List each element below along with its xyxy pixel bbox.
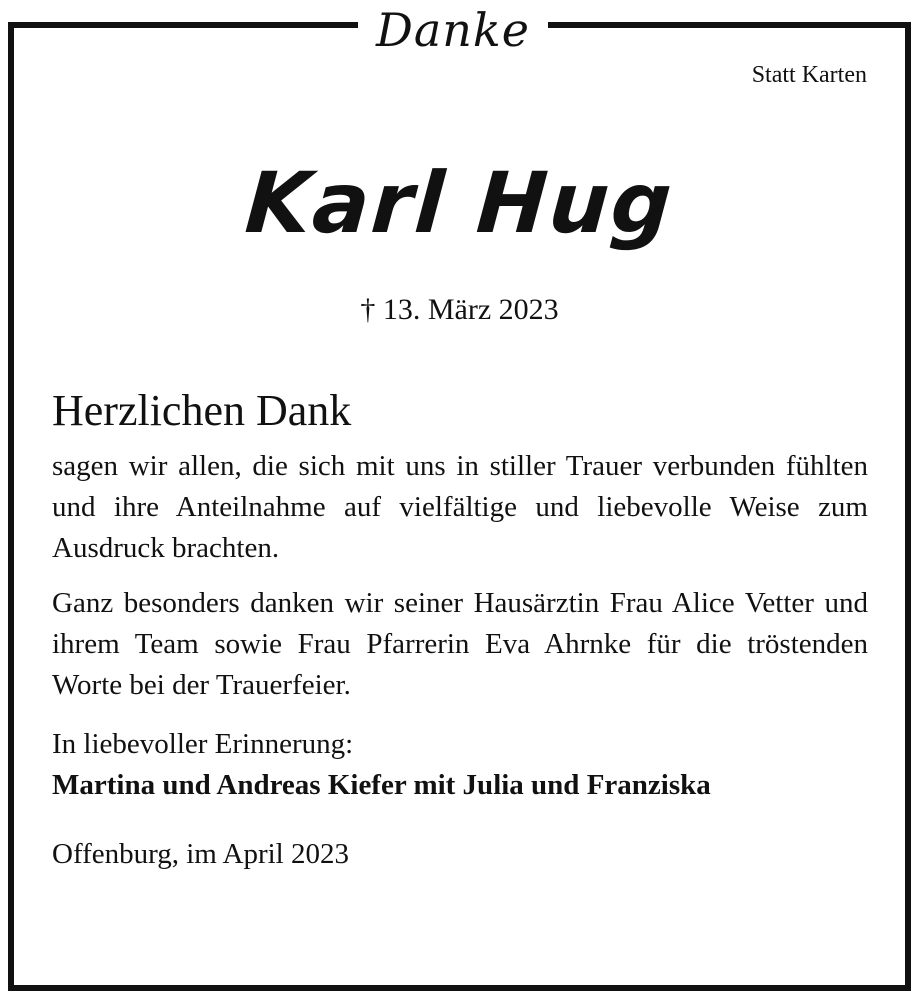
death-date: † 13. März 2023	[360, 293, 559, 326]
deceased-name: Karl Hug	[242, 154, 677, 252]
thanks-paragraph-1: sagen wir allen, die sich mit uns in stiller Trauer verbunden fühlten und ihre Anteilnahme auf vielfältige und liebevolle Weise zum Ausdruck brachten.	[52, 450, 868, 564]
notice-body	[52, 382, 868, 875]
family-names: Martina und Andreas Kiefer mit Julia und Franziska	[52, 769, 711, 801]
header-title: Danke	[358, 0, 548, 60]
thanks-headline: Herzlichen Dank	[52, 386, 352, 435]
thanks-paragraph-2: Ganz besonders danken wir seiner Hausärztin Frau Alice Vetter und ihrem Team sowie Frau Pfarrerin Eva Ahrnke für die tröstenden Worte bei der Trauerfeier.	[52, 587, 868, 701]
place-date: Offenburg, im April 2023	[52, 838, 349, 870]
remembrance-label: In liebevoller Erinnerung:	[52, 728, 354, 760]
statt-karten-note: Statt Karten	[751, 62, 867, 88]
